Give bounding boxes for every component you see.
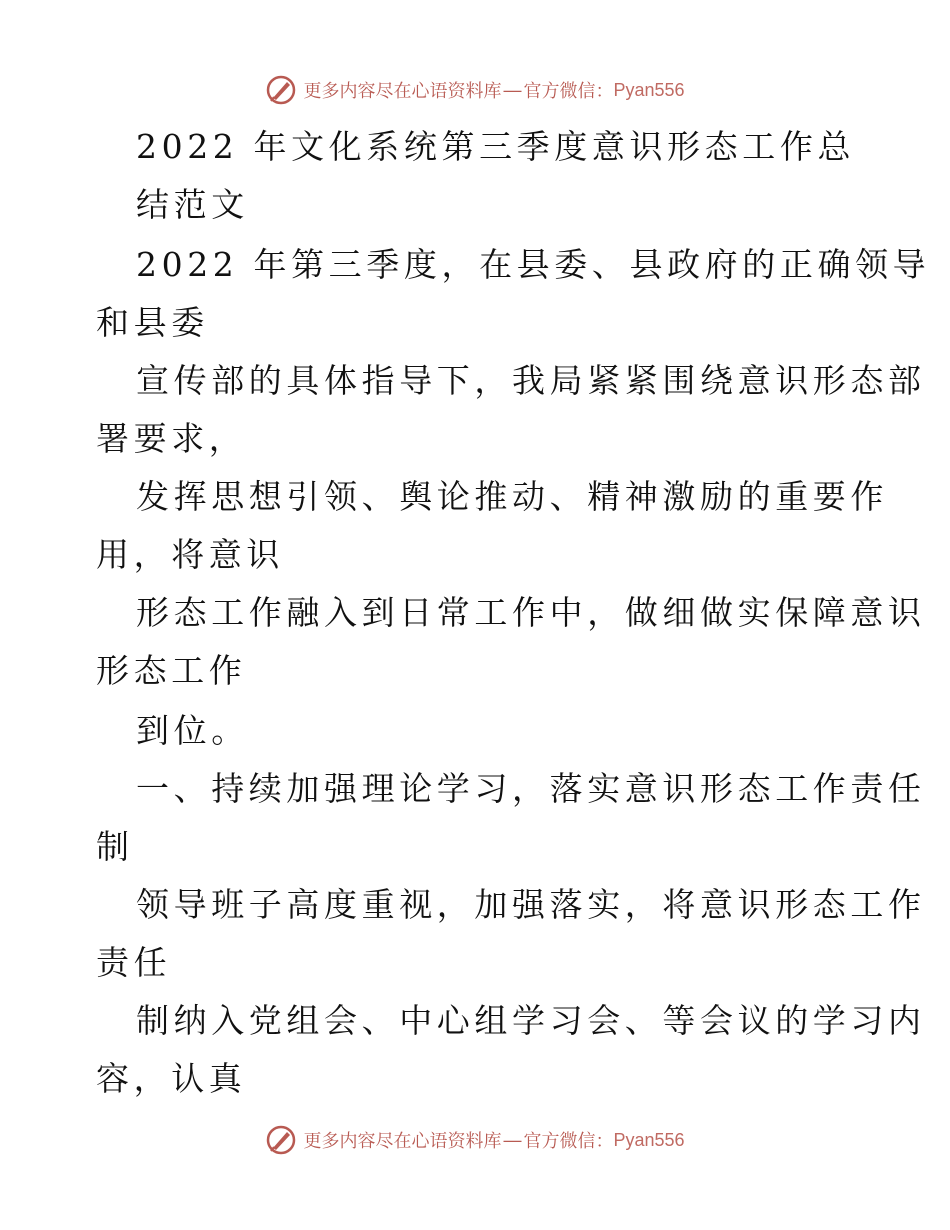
paragraph-line: 领导班子高度重视，加强落实，将意识形态工作 <box>136 885 926 924</box>
watermark-brand-text: 更多内容尽在心语资料库 <box>303 81 502 101</box>
watermark-separator: — <box>503 1129 522 1150</box>
quill-pen-logo-icon <box>265 74 297 106</box>
watermark-account: Pyan556 <box>613 79 685 100</box>
watermark-brand-text: 更多内容尽在心语资料库 <box>303 1131 502 1151</box>
paragraph-line: 责任 <box>96 943 172 982</box>
document-title-line-1: 2022 年文化系统第三季度意识形态工作总 <box>136 127 856 166</box>
paragraph-line: 发挥思想引领、舆论推动、精神激励的重要作 <box>136 477 888 516</box>
paragraph-line: 容，认真 <box>96 1059 247 1098</box>
watermark-label-text: 官方微信： <box>523 1131 614 1151</box>
paragraph-line: 形态工作融入到日常工作中，做细做实保障意识 <box>136 593 926 632</box>
watermark-label-text: 官方微信： <box>523 81 614 101</box>
paragraph-line: 用，将意识 <box>96 535 284 574</box>
paragraph-line: 署要求， <box>96 419 247 458</box>
watermark-header <box>0 70 950 110</box>
section-heading-line: 一、持续加强理论学习，落实意识形态工作责任 <box>136 769 926 808</box>
paragraph-line: 和县委 <box>96 303 209 342</box>
watermark-separator: — <box>503 79 522 100</box>
paragraph-line: 2022 年第三季度，在县委、县政府的正确领导 <box>136 245 931 284</box>
paragraph-line: 宣传部的具体指导下，我局紧紧围绕意识形态部 <box>136 361 926 400</box>
document-title-line-2: 结范文 <box>136 185 249 224</box>
paragraph-line: 形态工作 <box>96 651 247 690</box>
section-heading-line: 制 <box>96 827 134 866</box>
paragraph-line: 到位。 <box>136 711 249 750</box>
paragraph-line: 制纳入党组会、中心组学习会、等会议的学习内 <box>136 1001 926 1040</box>
watermark-account: Pyan556 <box>613 1129 685 1150</box>
quill-pen-logo-icon <box>265 1124 297 1156</box>
watermark-footer <box>0 1120 950 1160</box>
